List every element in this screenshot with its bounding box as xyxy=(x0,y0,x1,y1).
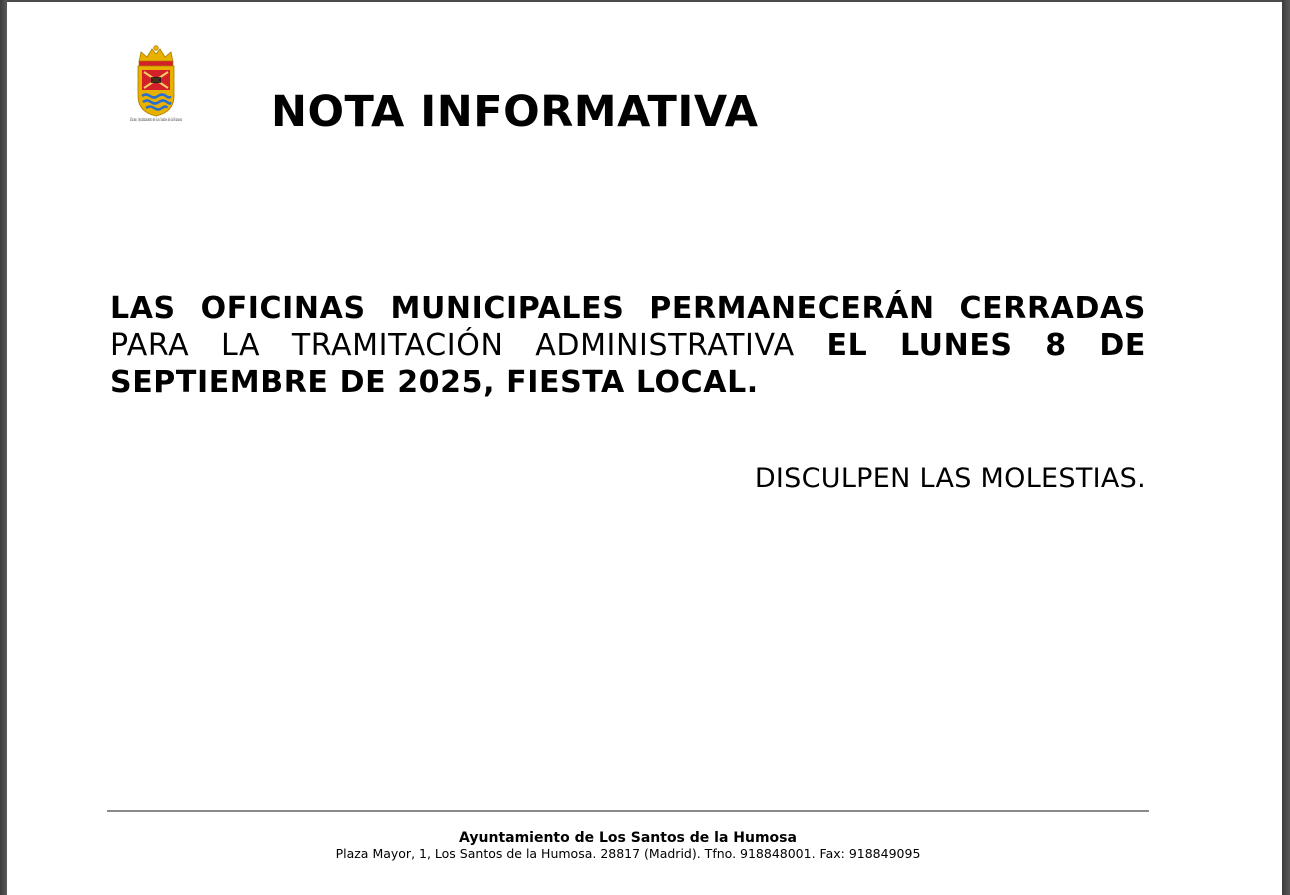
notice-bold-date: EL LUNES 8 DE SEPTIEMBRE DE 2025, FIESTA LOCAL. xyxy=(110,328,1146,400)
notice-regular-middle: PARA LA TRAMITACIÓN ADMINISTRATIVA xyxy=(110,328,795,363)
viewer-left-edge xyxy=(0,0,7,895)
document-page xyxy=(7,2,1282,895)
viewer-right-edge xyxy=(1282,0,1290,895)
municipal-coat-of-arms-icon xyxy=(125,44,187,128)
notice-paragraph xyxy=(110,290,1146,401)
footer-organization: Ayuntamiento de Los Santos de la Humosa xyxy=(459,830,797,846)
footer-divider xyxy=(107,810,1149,812)
notice-bold-lead: LAS OFICINAS MUNICIPALES PERMANECERÁN CERRADAS xyxy=(110,291,1146,326)
apology-text: DISCULPEN LAS MOLESTIAS. xyxy=(754,463,1146,494)
footer-address: Plaza Mayor, 1, Los Santos de la Humosa. 28817 (Madrid). Tfno. 918848001. Fax: 918849095 xyxy=(335,846,921,861)
crest-caption: Excmo. Ayuntamiento de Los Santos de la Humosa xyxy=(130,117,183,122)
page-title: NOTA INFORMATIVA xyxy=(271,87,759,137)
